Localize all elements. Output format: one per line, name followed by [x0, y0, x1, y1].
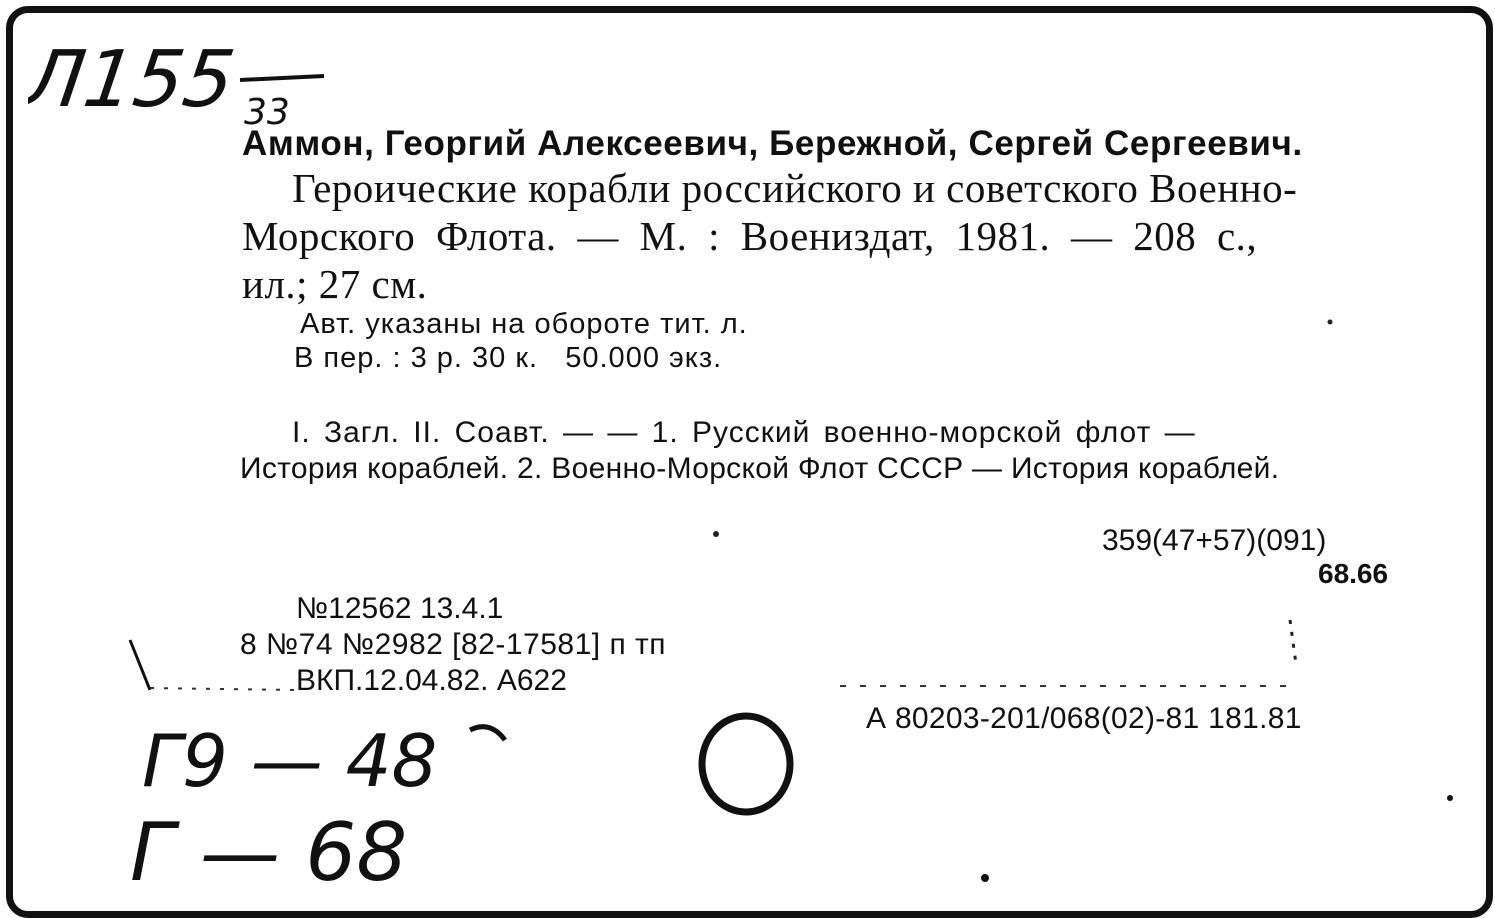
handwritten-shelf-mark: [28, 22, 328, 132]
handwritten-line-1: Г9 — 48: [142, 719, 438, 803]
title-line-2: Морского Флота. — М. : Воениздат, 1981. — 208 с.,: [242, 213, 1258, 259]
tech-line-2: 8 №74 №2982 [82-17581] п тп: [240, 628, 667, 661]
card-hole-circle: [694, 708, 804, 818]
udc-index: 359(47+57)(091): [1102, 524, 1327, 557]
author-heading: Аммон, Георгий Алексеевич, Бережной, Сергей Сергеевич.: [242, 124, 1303, 163]
handwritten-line-2: Г — 68: [130, 806, 408, 899]
title-line-3: ил.; 27 см.: [242, 261, 428, 307]
publisher-code: А 80203-201/068(02)-81 181.81: [866, 702, 1302, 735]
handwritten-bottom-marks: [120, 700, 540, 900]
handwritten-number-text: Л155: [28, 34, 240, 125]
note-authors: Авт. указаны на обороте тит. л.: [300, 308, 748, 340]
bbk-index: 68.66: [1318, 558, 1389, 589]
subject-line-1: I. Загл. II. Соавт. — — 1. Русский военно-морской флот —: [292, 416, 1196, 449]
subject-line-2: История кораблей. 2. Военно-Морской Флот СССР — История кораблей.: [240, 452, 1280, 485]
title-line-1: Героические корабли российского и советского Военно-: [292, 165, 1298, 211]
tech-line-1: №12562 13.4.1: [296, 592, 504, 625]
tech-line-3: ВКП.12.04.82. А622: [296, 664, 567, 697]
note-price-copies: В пер. : 3 р. 30 к. 50.000 экз.: [294, 342, 723, 374]
handwritten-subscript: 33: [244, 92, 290, 132]
